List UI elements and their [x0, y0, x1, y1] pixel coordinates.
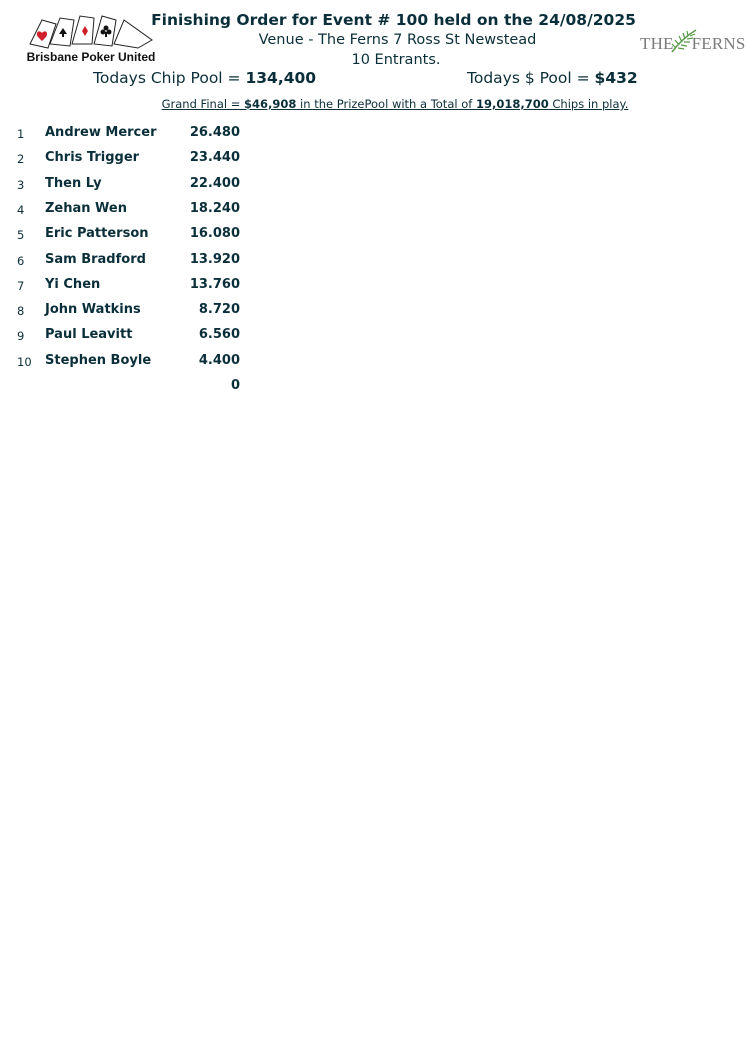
result-row: [0, 124, 260, 144]
player-chips: 26.480: [189, 125, 240, 140]
result-position: 1: [17, 127, 25, 141]
grand-final-suffix: Chips in play.: [548, 97, 629, 111]
player-chips: 22.400: [189, 175, 240, 191]
player-name: Chris Trigger: [45, 150, 140, 166]
grand-final-summary: [0, 97, 747, 111]
ferns-word: FERNS: [691, 34, 746, 53]
result-position: 9: [17, 329, 25, 344]
result-row: [0, 200, 260, 220]
page-title: Finishing Order for Event # 100 held on the 24/08/2025: [151, 11, 636, 29]
grand-final-chips: 19,018,700: [475, 97, 549, 111]
player-name: Then Ly: [45, 175, 102, 191]
result-position: 6: [17, 253, 25, 268]
player-name: John Watkins: [45, 302, 141, 318]
grand-final-middle: in the PrizePool with a Total of: [296, 97, 476, 111]
result-row: [0, 175, 260, 195]
player-chips: 13.760: [189, 276, 240, 292]
result-position: 4: [17, 202, 25, 217]
venue-text: Venue - The Ferns 7 Ross St Newstead: [258, 32, 537, 48]
chip-pool: [93, 69, 316, 87]
chip-pool-value: 134,400: [245, 69, 317, 87]
result-position: 2: [17, 152, 25, 167]
player-name: Stephen Boyle: [45, 352, 152, 368]
result-position: 3: [17, 177, 25, 192]
player-chips: 8.720: [198, 302, 240, 318]
ferns-the: THE: [640, 34, 674, 53]
player-name: Andrew Mercer: [45, 125, 157, 140]
result-row: [0, 276, 260, 296]
chips-total: 0: [230, 378, 240, 393]
player-chips: 4.400: [198, 352, 240, 368]
result-row: [0, 225, 260, 245]
result-row: [0, 251, 260, 271]
result-position: 10: [17, 354, 32, 369]
result-position: 8: [17, 304, 25, 319]
grand-final-prize: $46,908: [244, 97, 297, 111]
result-row: [0, 149, 260, 169]
dollar-pool-value: $432: [594, 69, 638, 87]
entrants-count: 10 Entrants.: [351, 52, 441, 68]
player-name: Paul Leavitt: [45, 327, 133, 343]
result-row: [0, 326, 260, 346]
grand-final-prefix: Grand Final =: [161, 97, 245, 111]
player-chips: 13.920: [189, 251, 240, 267]
result-position: 7: [17, 278, 25, 293]
player-chips: 6.560: [198, 327, 240, 343]
player-chips: 16.080: [189, 226, 240, 242]
player-chips: 23.440: [189, 150, 240, 166]
brand-name: Brisbane Poker United: [26, 50, 156, 64]
player-name: Zehan Wen: [45, 200, 127, 216]
player-name: Sam Bradford: [45, 251, 146, 267]
result-position: 5: [17, 228, 25, 243]
player-chips: 18.240: [189, 200, 240, 216]
dollar-pool: [467, 69, 638, 87]
player-name: Eric Patterson: [45, 226, 149, 242]
result-row: [0, 352, 260, 372]
player-name: Yi Chen: [45, 276, 101, 292]
dollar-pool-label: Todays $ Pool =: [467, 69, 595, 87]
result-row: [0, 301, 260, 321]
chip-pool-label: Todays Chip Pool =: [93, 69, 246, 87]
